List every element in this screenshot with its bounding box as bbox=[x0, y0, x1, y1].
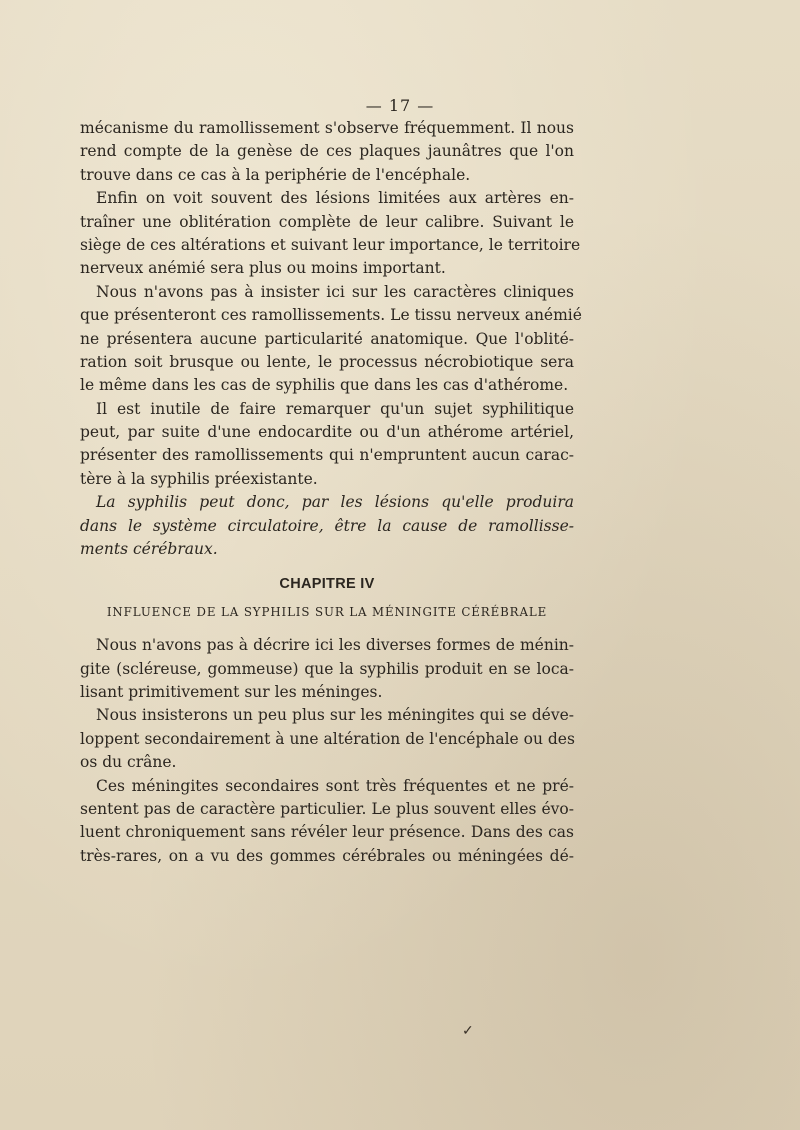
text-line: présenter des ramollissements qui n'empruntent aucun carac- bbox=[80, 446, 574, 465]
page-number: — 17 — bbox=[365, 96, 435, 115]
text-line: Enfin on voit souvent des lésions limitées aux artères en- bbox=[96, 189, 574, 208]
text-line: siège de ces altérations et suivant leur importance, le territoire bbox=[80, 235, 581, 254]
paragraph-3 bbox=[80, 281, 582, 398]
paragraph-8 bbox=[80, 775, 574, 869]
text-line: trouve dans ce cas à la periphérie de l'encéphale. bbox=[80, 165, 471, 184]
text-line: traîner une oblitération complète de leur calibre. Suivant le bbox=[80, 212, 574, 231]
text-line: Nous n'avons pas à insister ici sur les caractères cliniques bbox=[96, 282, 574, 301]
paragraph-6 bbox=[80, 634, 574, 704]
text-line: Ces méningites secondaires sont très fréquentes et ne pré- bbox=[96, 776, 574, 795]
text-line: os du crâne. bbox=[80, 753, 177, 772]
text-line: luent chroniquement sans révéler leur présence. Dans des cas bbox=[80, 823, 574, 842]
text-line: loppent secondairement à une altération de l'encéphale ou des bbox=[80, 729, 575, 748]
text-line: nerveux anémié sera plus ou moins important. bbox=[80, 259, 446, 278]
paragraph-4 bbox=[80, 398, 574, 492]
text-line: Nous n'avons pas à décrire ici les diverses formes de ménin- bbox=[96, 636, 574, 655]
paragraph-1 bbox=[80, 117, 574, 187]
text-line: le même dans les cas de syphilis que dans les cas d'athérome. bbox=[80, 376, 569, 395]
chapter-subtitle: INFLUENCE DE LA SYPHILIS SUR LA MÉNINGITE CÉRÉBRALE bbox=[106, 604, 548, 619]
paragraph-2 bbox=[80, 187, 581, 281]
text-line: Il est inutile de faire remarquer qu'un sujet syphilitique bbox=[96, 399, 574, 418]
body-text bbox=[80, 117, 582, 868]
text-line: que présenteront ces ramollissements. Le tissu nerveux anémié bbox=[80, 306, 582, 325]
ink-mark: ✓ bbox=[462, 1023, 474, 1039]
text-line: ne présentera aucune particularité anatomique. Que l'oblité- bbox=[80, 329, 574, 348]
text-line: très-rares, on a vu des gommes cérébrales ou méningées dé- bbox=[80, 846, 574, 865]
text-line: sentent pas de caractère particulier. Le plus souvent elles évo- bbox=[80, 799, 574, 818]
paragraph-7 bbox=[80, 704, 574, 774]
text-line: dans le système circulatoire, être la cause de ramollisse- bbox=[80, 516, 574, 535]
text-line: rend compte de la genèse de ces plaques jaunâtres que l'on bbox=[80, 142, 574, 161]
chapter-title: CHAPITRE IV bbox=[279, 576, 375, 593]
paragraph-conclusion bbox=[80, 491, 574, 561]
text-line: lisant primitivement sur les méninges. bbox=[80, 682, 383, 701]
text-line: ments cérébraux. bbox=[80, 540, 218, 559]
text-line: gite (scléreuse, gommeuse) que la syphilis produit en se loca- bbox=[80, 659, 574, 678]
text-line: mécanisme du ramollissement s'observe fréquemment. Il nous bbox=[80, 119, 574, 137]
text-line: tère à la syphilis préexistante. bbox=[80, 469, 318, 488]
text-line: Nous insisterons un peu plus sur les méningites qui se déve- bbox=[96, 706, 574, 725]
chapter-heading bbox=[80, 573, 574, 624]
text-line: peut, par suite d'une endocardite ou d'un athérome artériel, bbox=[80, 423, 574, 442]
text-line: La syphilis peut donc, par les lésions qu'elle produira bbox=[96, 493, 574, 512]
text-line: ration soit brusque ou lente, le processus nécrobiotique sera bbox=[80, 352, 574, 371]
